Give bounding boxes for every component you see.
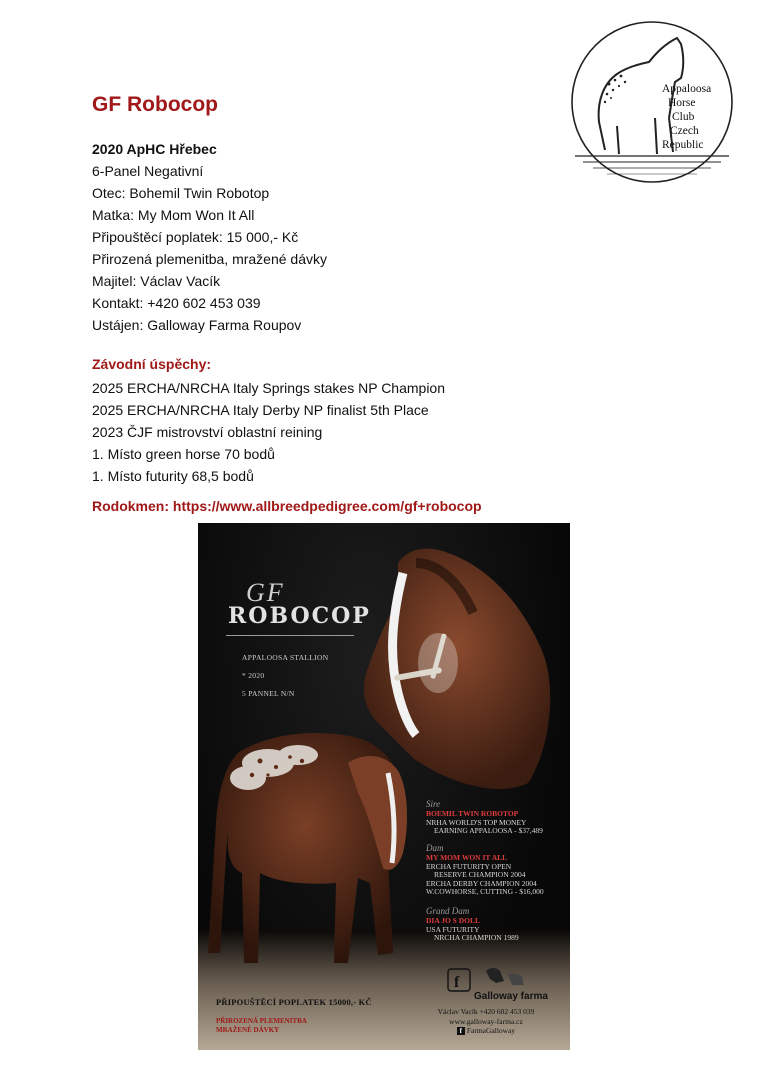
dam-line: ERCHA FUTURITY OPEN [426, 861, 512, 871]
poster-subtitle: * 2020 [242, 671, 265, 680]
facebook-handle: FarmaGalloway [466, 1026, 516, 1035]
details-line: Připouštěcí poplatek: 15 000,- Kč [92, 229, 299, 245]
poster-contact-line: Václav Vacík +420 602 453 039 [437, 1007, 535, 1016]
facebook-icon: f [457, 1027, 465, 1035]
results-heading: Závodní úspěchy: [92, 356, 212, 372]
details-line: Majitel: Václav Vacík [92, 273, 221, 289]
poster-contact-line [426, 1026, 546, 1036]
poster-script: GF [246, 578, 285, 607]
details-line: Otec: Bohemil Twin Robotop [92, 185, 270, 201]
poster-divider [226, 635, 354, 636]
sire-label: Sire [426, 799, 441, 809]
result-item: 1. Místo green horse 70 bodů [92, 446, 275, 462]
results-list [92, 377, 552, 487]
dam-block [426, 854, 544, 897]
logo-text [662, 82, 742, 152]
poster-subtitle: 5 PANNEL N/N [242, 689, 295, 698]
details-line: 6-Panel Negativní [92, 163, 204, 179]
dam-name: MY MOM WON IT ALL [426, 853, 508, 862]
poster-contact-line: www.galloway-farma.cz [449, 1016, 523, 1026]
farm-logo-text: Galloway farma [474, 991, 548, 1002]
result-item: 2025 ERCHA/NRCHA Italy Derby NP finalist 5th Place [92, 402, 429, 418]
grand-dam-block [426, 917, 519, 943]
poster-fee-note: MRAŽENÉ DÁVKY [216, 1025, 280, 1034]
sire-block [426, 810, 543, 836]
page-title: GF Robocop [92, 93, 218, 116]
galloway-farm-logo [446, 965, 548, 1005]
result-item: 1. Místo futurity 68,5 bodů [92, 468, 254, 484]
sire-line: NRHA WORLD'S TOP MONEY [426, 817, 527, 827]
dam-line: RESERVE CHAMPION 2004 [434, 870, 526, 879]
poster-fee-note: PŘIROZENÁ PLEMENITBA [216, 1017, 307, 1025]
details-line: Matka: My Mom Won It All [92, 207, 255, 223]
sire-line: EARNING APPALOOSA - $37,489 [434, 826, 543, 835]
pedigree-link[interactable]: Rodokmen: https://www.allbreedpedigree.com/gf+robocop [92, 498, 482, 514]
details-line: Přirozená plemenitba, mražené dávky [92, 251, 328, 267]
dam-label: Dam [426, 843, 444, 853]
details-line: Kontakt: +420 602 453 039 [92, 295, 261, 311]
grand-dam-line: NRCHA CHAMPION 1989 [434, 933, 519, 942]
stallion-poster [198, 523, 570, 1050]
poster-name: ROBOCOP [228, 603, 371, 629]
logo-text-line: Czech [670, 125, 699, 137]
grand-dam-line: USA FUTURITY [426, 924, 480, 934]
grand-dam-label: Grand Dam [426, 906, 470, 916]
logo-text-line: Club [672, 111, 695, 123]
sire-name: BOEMIL TWIN ROBOTOP [426, 809, 519, 818]
dam-line: W.COWHORSE, CUTTING - $16,000 [426, 887, 544, 896]
poster-fee: PŘIPOUŠTĚCÍ POPLATEK 15000,- KČ [216, 997, 372, 1007]
details-headline: 2020 ApHC Hřebec [92, 141, 217, 157]
poster-fee-notes [216, 1017, 307, 1034]
svg-text:f: f [454, 974, 460, 991]
grand-dam-name: DIA JO S DOLL [426, 916, 480, 925]
logo-text-line: Republic [662, 139, 704, 151]
dam-line: ERCHA DERBY CHAMPION 2004 [426, 878, 537, 888]
result-item: 2025 ERCHA/NRCHA Italy Springs stakes NP Champion [92, 380, 446, 396]
details-line: Ustájen: Galloway Farma Roupov [92, 317, 302, 333]
result-item: 2023 ČJF mistrovství oblastní reining [92, 424, 323, 440]
poster-contact [426, 1007, 546, 1036]
logo-text-line: Horse [668, 97, 696, 109]
poster-subtitle: APPALOOSA STALLION [242, 653, 329, 662]
stallion-details [92, 138, 552, 336]
logo-text-line: Appaloosa [662, 83, 712, 95]
